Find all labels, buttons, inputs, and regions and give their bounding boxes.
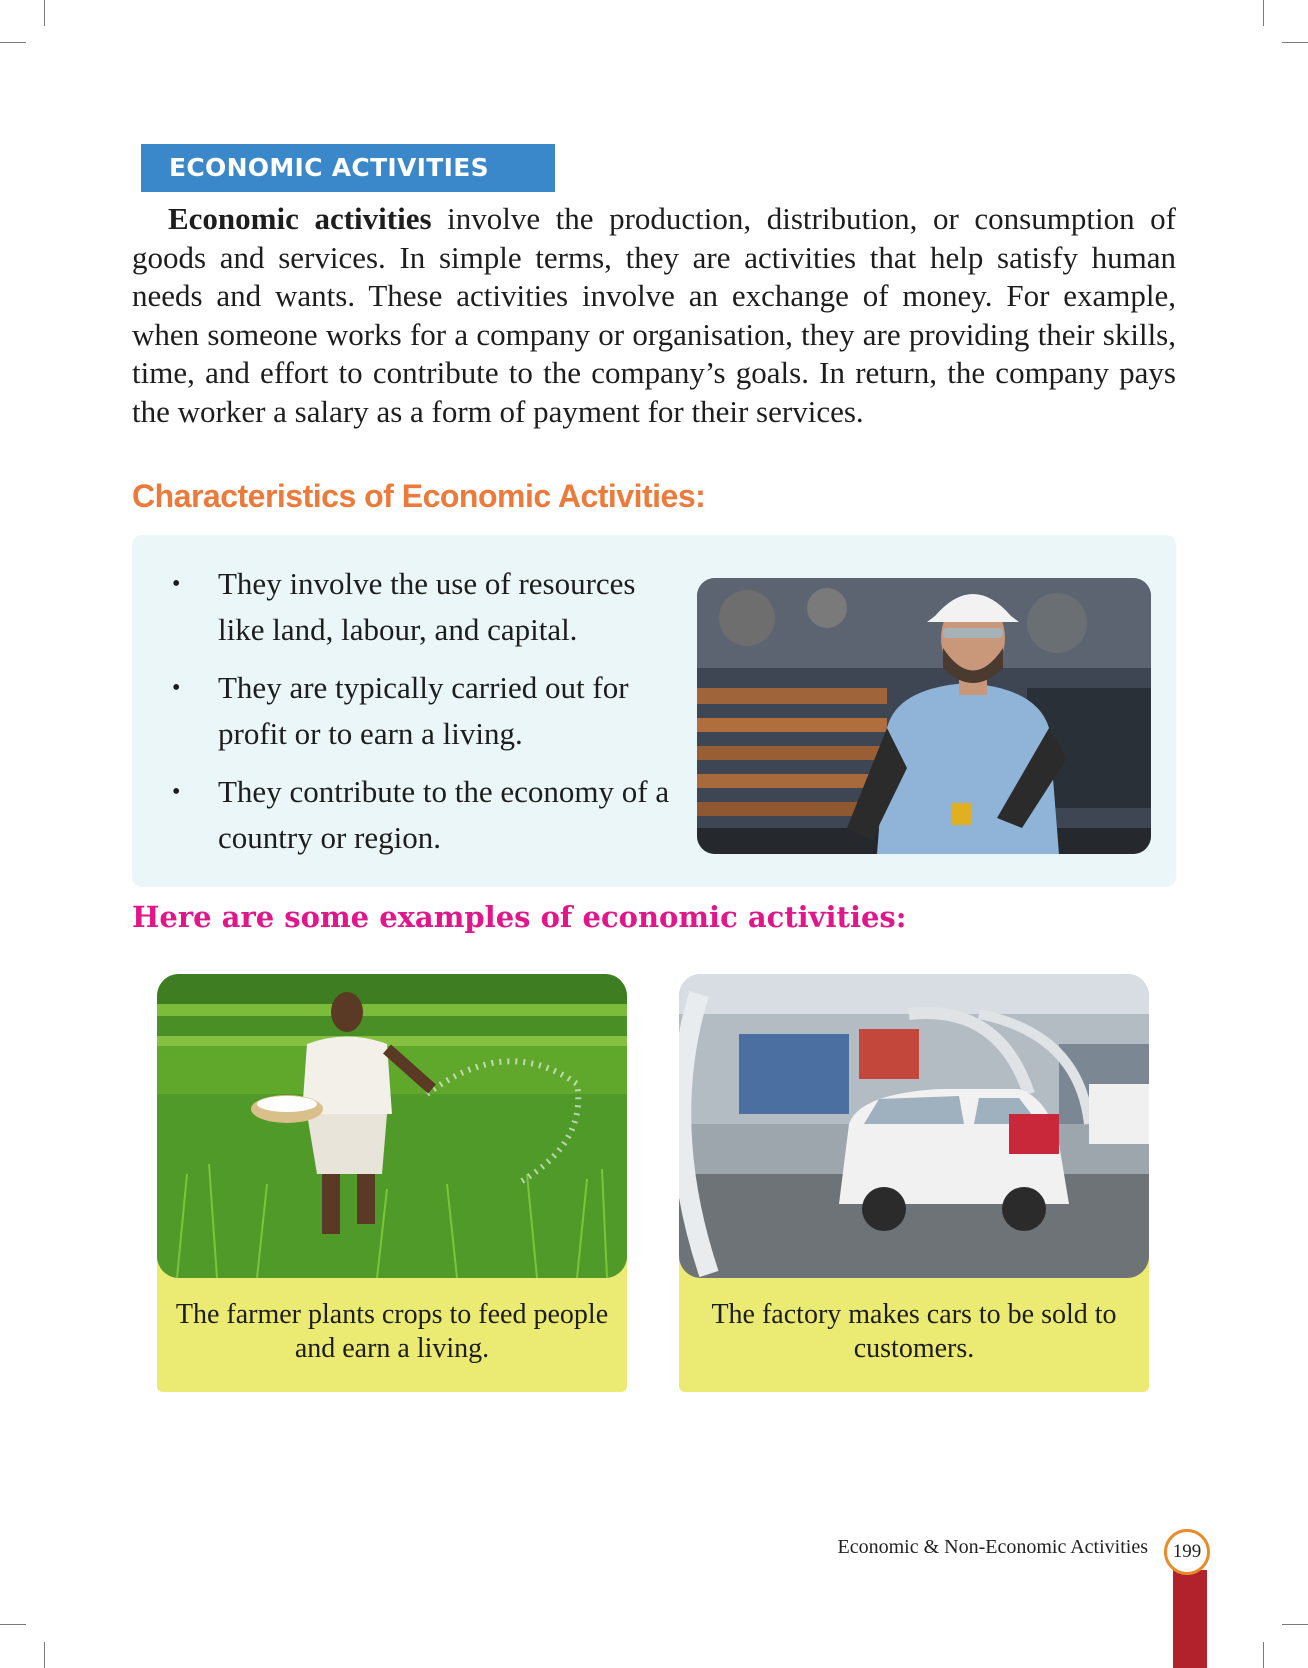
bullet-icon: • [172, 779, 181, 805]
factory-caption: The factory makes cars to be sold to customers. [711, 1299, 1117, 1364]
characteristics-list [160, 561, 680, 873]
farmer-photo [157, 974, 627, 1278]
examples-heading: Here are some examples of economic activities: [132, 900, 907, 934]
farmer-caption: The farmer plants crops to feed people and earn a living. [175, 1299, 609, 1364]
list-item: • They are typically carried out for profit or to earn a living. [160, 665, 680, 757]
intro-paragraph [132, 200, 1176, 431]
characteristics-heading: Characteristics of Economic Activities: [132, 478, 706, 514]
crop-mark [44, 0, 45, 26]
crop-mark [0, 1624, 26, 1625]
characteristics-box [132, 535, 1176, 887]
example-card-farmer [157, 974, 627, 1392]
factory-worker-photo [697, 578, 1151, 854]
bullet-icon: • [172, 675, 181, 701]
crop-mark [0, 42, 26, 43]
car-factory-photo [679, 974, 1149, 1278]
chapter-footer: Economic & Non-Economic Activities [837, 1536, 1148, 1558]
list-item: • They contribute to the economy of a country or region. [160, 769, 680, 861]
crop-mark [44, 1642, 45, 1668]
section-banner: ECONOMIC ACTIVITIES [141, 144, 555, 192]
crop-mark [1282, 1624, 1308, 1625]
intro-text: involve the production, distribution, or consumption of goods and services. In simple terms, they are activities that help satisfy human needs and wants. These activities involve an exchange of money. For example, when someone works for a company or organisation, they are providing their skills, time, and effort to contribute to the company’s goals. In return, the company pays the worker a salary as a form of payment for their services. [132, 201, 1176, 429]
intro-bold-term: Economic activities [168, 201, 432, 236]
list-item: • They involve the use of resources like land, labour, and capital. [160, 561, 680, 653]
crop-mark [1282, 42, 1308, 43]
example-card-factory [679, 974, 1149, 1392]
crop-mark [1263, 0, 1264, 26]
page-tab-ribbon [1173, 1570, 1207, 1668]
bullet-icon: • [172, 571, 181, 597]
crop-mark [1263, 1642, 1264, 1668]
page-number: 199 [1164, 1529, 1210, 1575]
